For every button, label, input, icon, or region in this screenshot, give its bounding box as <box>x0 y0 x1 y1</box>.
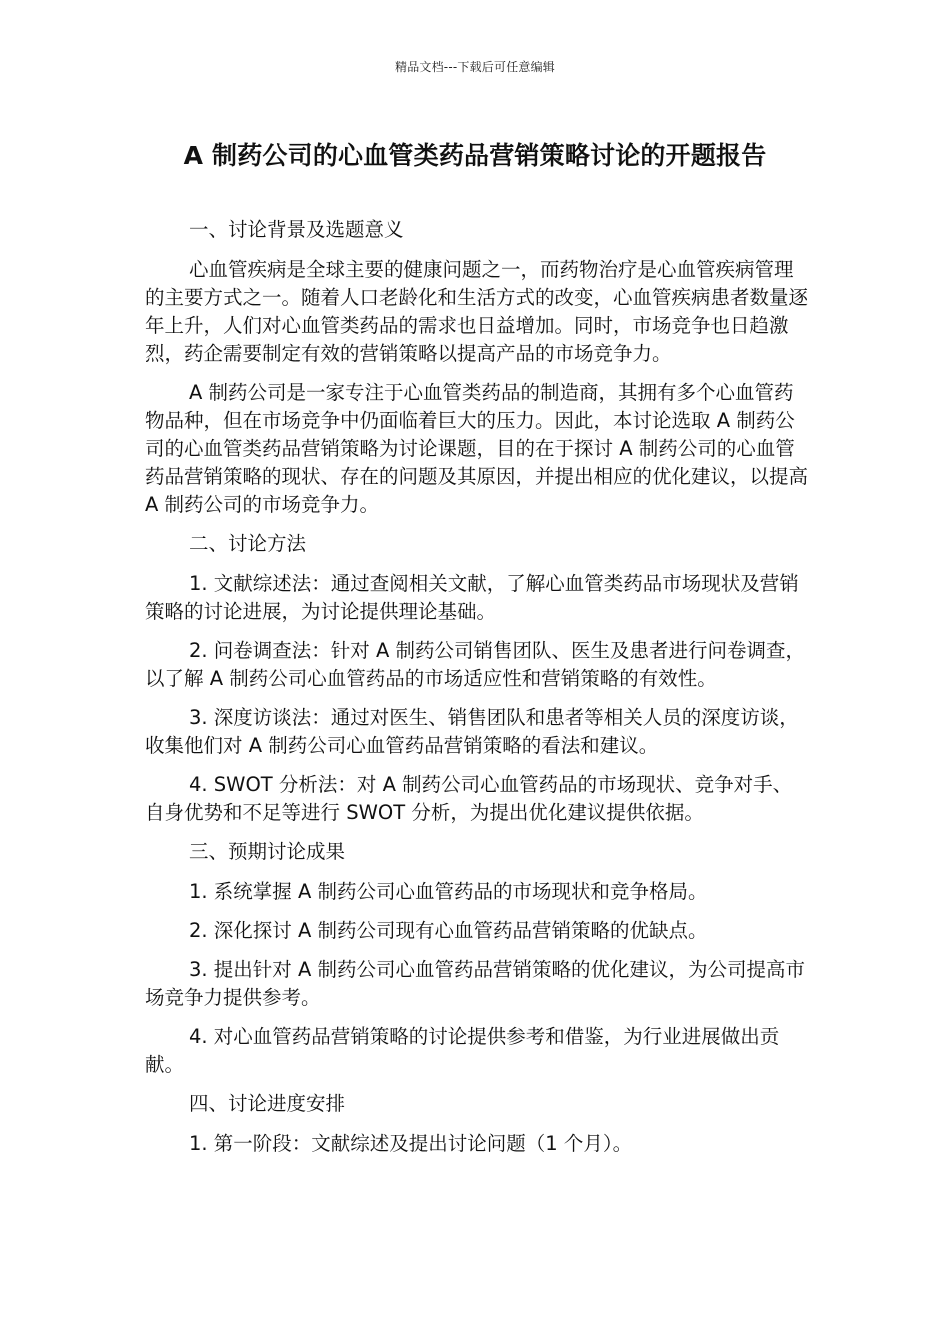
section-heading-outcomes: 三、预期讨论成果 <box>189 840 346 863</box>
section-heading-methods: 二、讨论方法 <box>189 532 307 555</box>
outcome-item-4: 4. 对心血管药品营销策略的讨论提供参考和借鉴，为行业进展做出贡献。 <box>145 1025 780 1076</box>
method-item-swot: 4. SWOT 分析法：对 A 制药公司心血管药品的市场现状、竞争对手、自身优势和不足等进行 SWOT 分析，为提出优化建议提供依据。 <box>145 773 793 824</box>
paragraph-background-1: 心血管疾病是全球主要的健康问题之一，而药物治疗是心血管疾病管理的主要方式之一。随着人口老龄化和生活方式的改变，心血管疾病患者数量逐年上升，人们对心血管类药品的需求也日益增加。同时，市场竞争也日趋激烈，药企需要制定有效的营销策略以提高产品的市场竞争力。 <box>145 258 809 365</box>
section-heading-background: 一、讨论背景及选题意义 <box>189 218 404 241</box>
paragraph-background-2: A 制药公司是一家专注于心血管类药品的制造商，其拥有多个心血管药物品种，但在市场竞争中仍面临着巨大的压力。因此，本讨论选取 A 制药公司的心血管类药品营销策略为讨论课题，目的在于探讨 A 制药公司的心血管药品营销策略的现状、存在的问题及其原因，并提出相应的优化建议，以提高 A 制药公司的市场竞争力。 <box>145 381 809 516</box>
section-heading-schedule: 四、讨论进度安排 <box>189 1092 346 1115</box>
method-item-literature: 1. 文献综述法：通过查阅相关文献，了解心血管类药品市场现状及营销策略的讨论进展，为讨论提供理论基础。 <box>145 572 799 623</box>
outcome-item-1: 1. 系统掌握 A 制药公司心血管药品的市场现状和竞争格局。 <box>189 880 708 903</box>
method-item-interview: 3. 深度访谈法：通过对医生、销售团队和患者等相关人员的深度访谈，收集他们对 A 制药公司心血管药品营销策略的看法和建议。 <box>145 706 799 757</box>
outcome-item-2: 2. 深化探讨 A 制药公司现有心血管药品营销策略的优缺点。 <box>189 919 708 942</box>
schedule-item-1: 1. 第一阶段：文献综述及提出讨论问题（1 个月）。 <box>189 1132 633 1155</box>
document-body <box>145 216 810 1169</box>
header-note: 精品文档---下载后可任意编辑 <box>395 60 555 74</box>
document-title: A 制药公司的心血管类药品营销策略讨论的开题报告 <box>183 141 767 170</box>
outcome-item-3: 3. 提出针对 A 制药公司心血管药品营销策略的优化建议，为公司提高市场竞争力提供参考。 <box>145 958 806 1009</box>
method-item-questionnaire: 2. 问卷调查法：针对 A 制药公司销售团队、医生及患者进行问卷调查，以了解 A 制药公司心血管药品的市场适应性和营销策略的有效性。 <box>145 639 806 690</box>
